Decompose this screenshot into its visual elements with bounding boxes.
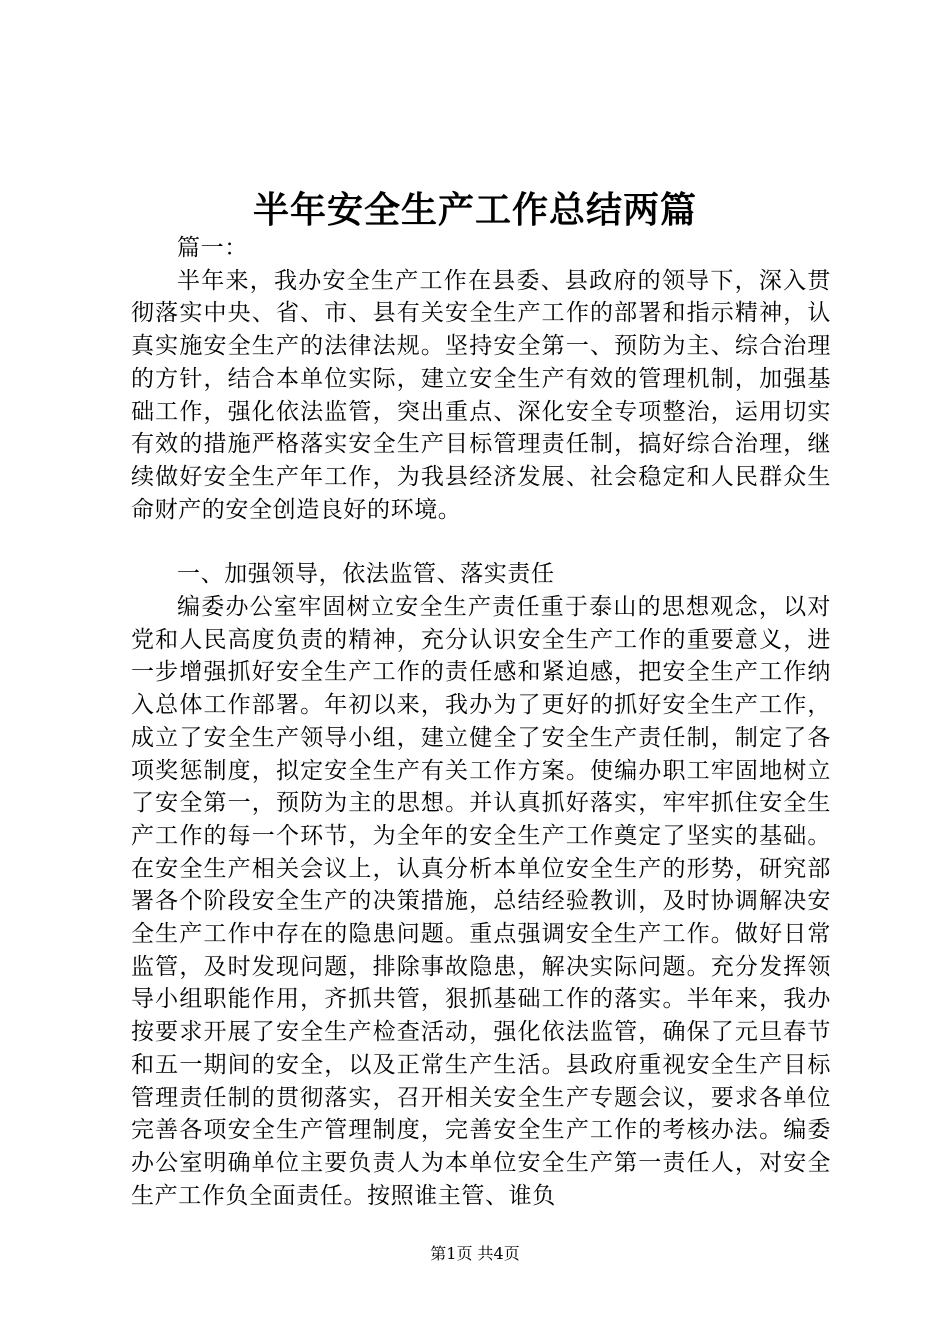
paragraph-intro: 半年来，我办安全生产工作在县委、县政府的领导下，深入贯彻落实中央、省、市、县有关安全生产工作的部署和指示精神，认真实施安全生产的法律法规。坚持安全第一、预防为主、综合治理的方针，结合本单位实际，建立安全生产有效的管理机制，加强基础工作，强化依法监管，突出重点、深化安全专项整治，运用切实有效的措施严格落实安全生产目标管理责任制，搞好综合治理，继续做好安全生产年工作，为我县经济发展、社会稳定和人民群众生命财产的安全创造良好的环境。 bbox=[131, 267, 831, 523]
document-title: 半年安全生产工作总结两篇 bbox=[252, 189, 697, 231]
section-label: 篇一： bbox=[177, 235, 248, 261]
page-footer: 第1页 共4页 bbox=[430, 1244, 520, 1263]
section-heading: 一、加强领导，依法监管、落实责任 bbox=[177, 561, 555, 588]
paragraph-leadership: 编委办公室牢固树立安全生产责任重于泰山的思想观念，以对党和人民高度负责的精神，充分认识安全生产工作的重要意义，进一步增强抓好安全生产工作的责任感和紧迫感，把安全生产工作纳入总体工作部署。年初以来，我办为了更好的抓好安全生产工作，成立了安全生产领导小组，建立健全了安全生产责任制，制定了各项奖惩制度，拟定安全生产有关工作方案。使编办职工牢固地树立了安全第一，预防为主的思想。并认真抓好落实，牢牢抓住安全生产工作的每一个环节，为全年的安全生产工作奠定了坚实的基础。在安全生产相关会议上，认真分析本单位安全生产的形势，研究部署各个阶段安全生产的决策措施，总结经验教训，及时协调解决安全生产工作中存在的隐患问题。重点强调安全生产工作。做好日常监管，及时发现问题，排除事故隐患，解决实际问题。充分发挥领导小组职能作用，齐抓共管，狠抓基础工作的落实。半年来，我办按要求开展了安全生产检查活动，强化依法监管，确保了元旦春节和五一期间的安全，以及正常生产生活。县政府重视安全生产目标管理责任制的贯彻落实，召开相关安全生产专题会议，要求各单位完善各项安全生产管理制度，完善安全生产工作的考核办法。编委办公室明确单位主要负责人为本单位安全生产第一责任人，对安全生产工作负全面责任。按照谁主管、谁负 bbox=[131, 594, 831, 1209]
document-body bbox=[131, 232, 831, 1212]
